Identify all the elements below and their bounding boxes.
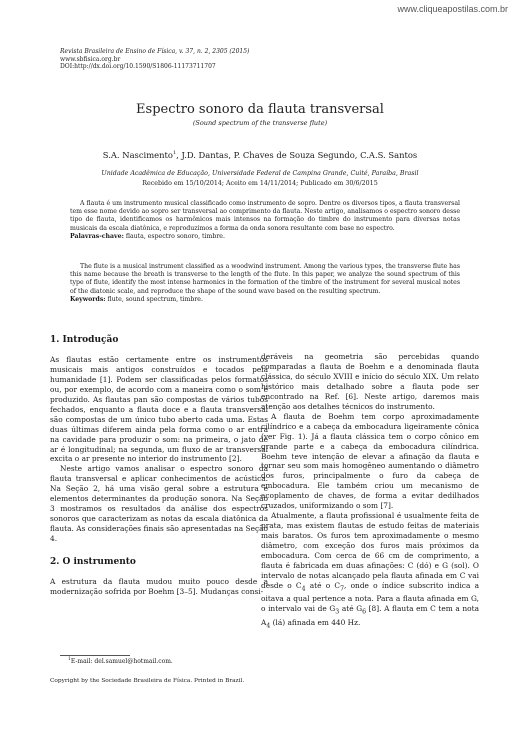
paper-subtitle: (Sound spectrum of the transverse flute) [192, 119, 328, 127]
first-author: S.A. Nascimento [102, 150, 173, 160]
subscript: 4 [301, 585, 306, 593]
site-watermark: www.cliqueapostilas.com.br [397, 4, 508, 14]
right-column [261, 352, 479, 631]
affiliation: Unidade Acadêmica de Educação, Universidade Federal de Campina Grande, Cuité, Paraíba, Brasil [101, 170, 419, 177]
right-paragraph-2 [261, 511, 479, 631]
author-list [0, 150, 520, 160]
subscript: 7 [340, 585, 345, 593]
paper-title: Espectro sonoro da flauta transversal [136, 102, 384, 117]
abstract-en-text: The flute is a musical instrument classified as a woodwind instrument. Among the various types, the transverse flute has this name because the breath is transverse to the length of the flute. In this paper, we analyze the sound spectrum of this type of flute, identify the most intense harmonics in the formation of the timbre of the instrument for several musical notes of the diatonic scale, and reproduce the shape of the sound wave based on the resulting spectrum. [70, 263, 460, 295]
footnote-email: E-mail: del.samuel@hotmail.com. [70, 658, 173, 665]
section-1-heading: 1. Introdução [50, 335, 119, 345]
keywords-pt [70, 233, 460, 241]
received-dates: Recebido em 15/10/2014; Aceito em 14/11/2014; Publicado em 30/6/2015 [142, 180, 378, 187]
keywords-en [70, 296, 460, 304]
journal-doi: DOI:http://dx.doi.org/10.1590/S1806-11173711707 [60, 63, 216, 70]
subscript: 4 [266, 622, 271, 630]
section-1-paragraph-2: Neste artigo vamos analisar o espectro sonoro da flauta transversal e aplicar conhecimentos de acústica. Na Seção 2, há uma visão geral sobre a estrutura e elementos determinantes da produção sonora. Na Seção 3 mostramos os resultados da análise dos espectros sonoros que caracterizam as notas da escala diatônica da flauta. As considerações finais são apresentadas na Seção 4. [50, 464, 268, 544]
journal-website: www.sbfisica.org.br [60, 55, 121, 63]
section-1-paragraph-1: As flautas estão certamente entre os instrumentos musicais mais antigos construídos e tocados pela humanidade [1]. Podem ser classificadas pelos formatos ou, por exemplo, de acordo com a maneira como o som é produzido. As flautas pan são compostas de vários tubos fechados, enquanto a flauta doce e a flauta transversal são compostas de um único tubo aberto cada uma. Estas duas últimas diferem ainda pela forma como o ar entra na cavidade para produzir o som: na primeira, o jato de ar é longitudinal; na segunda, um fluxo de ar transversal excita o ar presente no interior do instrumento [2]. [50, 354, 268, 464]
subscript: 6 [362, 608, 367, 616]
text-run: , onde o índice subscrito indica a oitava a qual pertence a nota. Para a flauta afinada em G, o intervalo vai de G [261, 580, 479, 614]
journal-header [60, 48, 249, 71]
section-2-paragraph-1: A estrutura da flauta mudou muito pouco desde a modernização sofrida por Boehm [3–5]. Mudanças consi- [50, 577, 268, 596]
footnote-divider [60, 655, 130, 656]
section-2-heading: 2. O instrumento [50, 557, 136, 568]
right-paragraph-0: deráveis na geometria são percebidas quando comparadas a flauta de Boehm e a denominada flauta clássica, do século XVIII e início do século XIX. Um relato histórico mais detalhado sobre a flauta pode ser encontrado na Ref. [6]. Neste artigo, daremos mais atenção aos detalhes técnicos do instrumento. [261, 352, 479, 411]
footnote-mark: 1 [68, 657, 71, 662]
abstract-portuguese [70, 200, 460, 241]
text-run: [8]. A flauta em C tem a nota A [261, 604, 479, 627]
abstract-english [70, 263, 460, 304]
left-column [50, 336, 268, 597]
other-authors: , J.D. Dantas, P. Chaves de Souza Segundo, C.A.S. Santos [176, 150, 418, 160]
footnote [68, 657, 173, 665]
text-run: até o C [305, 580, 341, 590]
keywords-en-values: flute, sound spectrum, timbre. [105, 295, 203, 303]
author-footnote-mark: 1 [172, 150, 177, 157]
text-run: (lá) afinada em 440 Hz. [270, 617, 361, 627]
abstract-pt-text: A flauta é um instrumento musical classificado como instrumento de sopro. Dentre os diversos tipos, a flauta transversal tem esse nome devido ao sopro ser transversal ao comprimento da flauta. Neste artigo, analisamos o espectro sonoro desse tipo de flauta, identificamos os harmônicos mais intensos na formação do timbre do instrumento para diversas notas musicais da escala diatônica, e reproduzimos a forma da onda sonora resultante com base no espectro. [70, 200, 460, 232]
subscript: 3 [335, 608, 340, 616]
text-run: até G [339, 604, 363, 614]
text-run: Atualmente, a flauta profissional é usualmente feita de prata, mas existem flautas de estudo feitas de materiais mais baratos. Os furos tem aproximadamente o mesmo diâmetro, com exceção dos furos mais próximos da embocadura. Com cerca de 66 cm de comprimento, a flauta é fabricada em duas afinações: C (dó) e G (sol). O intervalo de notas alcançado pela flauta afinada em C vai desde o C [261, 511, 479, 590]
copyright-notice: Copyright by the Sociedade Brasileira de Física. Printed in Brazil. [50, 678, 245, 684]
right-paragraph-1: A flauta de Boehm tem corpo aproximadamente cilíndrico e a cabeça da embocadura ligeiramente cônica (ver Fig. 1). Já a flauta clássica tem o corpo cônico em grande parte e a cabeça da embocadura cilíndrica. Boehm teve intenção de elevar a afinação da flauta e tornar seu som mais homogêneo aumentando o diâmetro dos furos, principalmente o furo da cabeça de embocadura. Ele também criou um mecanismo de acoplamento de chaves, de forma a evitar dedilhados cruzados, uniformizando o som [7]. [261, 411, 479, 511]
journal-citation: Revista Brasileira de Ensino de Física, v. 37, n. 2, 2305 (2015) [60, 48, 250, 55]
keywords-pt-values: flauta, espectro sonoro, timbre. [123, 232, 225, 240]
keywords-pt-label: Palavras-chave: [70, 232, 124, 240]
keywords-en-label: Keywords: [70, 295, 106, 303]
